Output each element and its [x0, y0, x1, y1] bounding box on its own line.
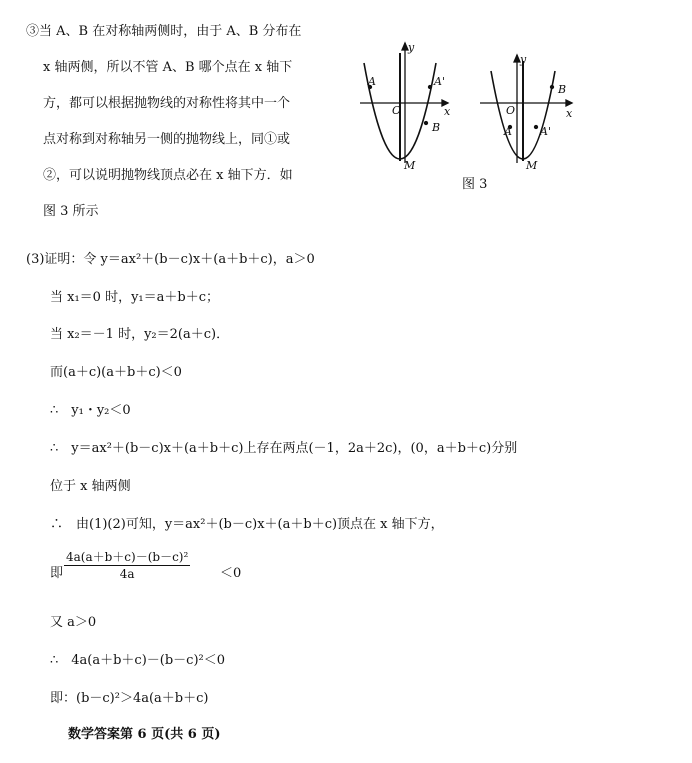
fraction	[64, 549, 190, 582]
fraction-denominator: 4a	[119, 567, 135, 581]
graph-2-label-x: x	[566, 107, 573, 120]
proof-line-2: 当 x₁＝0 时，y₁＝a＋b＋c；	[50, 290, 219, 305]
graph-1-label-b: B	[432, 121, 441, 134]
graph-2-label-o: O	[506, 104, 516, 117]
proof-line-9-prefix: 即	[50, 566, 64, 581]
paragraph-line-1: ③当 A、B 在对称轴两侧时，由于 A、B 分布在	[26, 24, 302, 39]
paragraph-line-2: x 轴两侧，所以不管 A、B 哪个点在 x 轴下	[43, 60, 293, 75]
fraction-numerator: 4a(a＋b＋c)－(b－c)²	[66, 550, 189, 564]
paragraph-line-3: 方，都可以根据抛物线的对称性将其中一个	[43, 96, 291, 111]
proof-line-7: 位于 x 轴两侧	[50, 479, 131, 494]
proof-line-10: 又 a＞0	[50, 615, 97, 630]
graph-1-point-b	[425, 122, 428, 125]
graph-2-point-a-prime	[535, 126, 538, 129]
graph-1-label-o: O	[392, 104, 402, 117]
figure-3	[360, 35, 590, 172]
proof-line-8: ∴ 由(1)(2)可知，y＝ax²＋(b－c)x＋(a＋b＋c)顶点在 x 轴下方，	[50, 517, 444, 532]
graph-2-label-y: y	[520, 53, 527, 66]
graph-1-label-a-prime: A'	[434, 75, 445, 88]
graph-2-label-m: M	[526, 159, 538, 172]
graph-2-label-b: B	[558, 83, 567, 96]
graph-1-label-m: M	[404, 159, 416, 172]
proof-line-3: 当 x₂＝－1 时，y₂＝2(a＋c)．	[50, 327, 230, 342]
paragraph-line-4: 点对称到对称轴另一侧的抛物线上，同①或	[43, 132, 291, 147]
proof-line-12: 即：(b－c)²＞4a(a＋b＋c)	[50, 691, 209, 706]
figure-caption: 图 3	[462, 177, 488, 192]
proof-line-1: (3)证明：令 y＝ax²＋(b－c)x＋(a＋b＋c)，a＞0	[26, 252, 315, 267]
proof-line-5: ∴ y₁・y₂＜0	[50, 403, 131, 418]
graph-1-point-a-prime	[429, 86, 432, 89]
proof-line-6: ∴ y＝ax²＋(b－c)x＋(a＋b＋c)上存在两点(－1，2a＋2c)，(0，a＋b＋c)分别	[50, 441, 518, 456]
graph-2-x-arrow	[566, 100, 572, 106]
paragraph-line-5: ②，可以说明抛物线顶点必在 x 轴下方．如	[43, 168, 293, 183]
proof-line-4: 而(a＋c)(a＋b＋c)＜0	[50, 365, 182, 380]
proof-line-9-suffix: ＜0	[220, 566, 242, 581]
graph-1-label-x: x	[444, 105, 451, 118]
graph-1-label-y: y	[408, 41, 415, 54]
graph-1	[360, 43, 448, 163]
graph-2-point-b	[551, 86, 554, 89]
proof-line-11: ∴ 4a(a＋b＋c)－(b－c)²＜0	[50, 653, 226, 668]
graph-2	[480, 55, 572, 163]
paragraph-line-6: 图 3 所示	[43, 204, 99, 219]
page-footer: 数学答案第 6 页(共 6 页)	[68, 727, 221, 742]
graph-2-label-a-prime: A'	[540, 125, 551, 138]
graph-1-label-a: A	[368, 75, 376, 88]
graph-2-label-a: A	[504, 125, 512, 138]
